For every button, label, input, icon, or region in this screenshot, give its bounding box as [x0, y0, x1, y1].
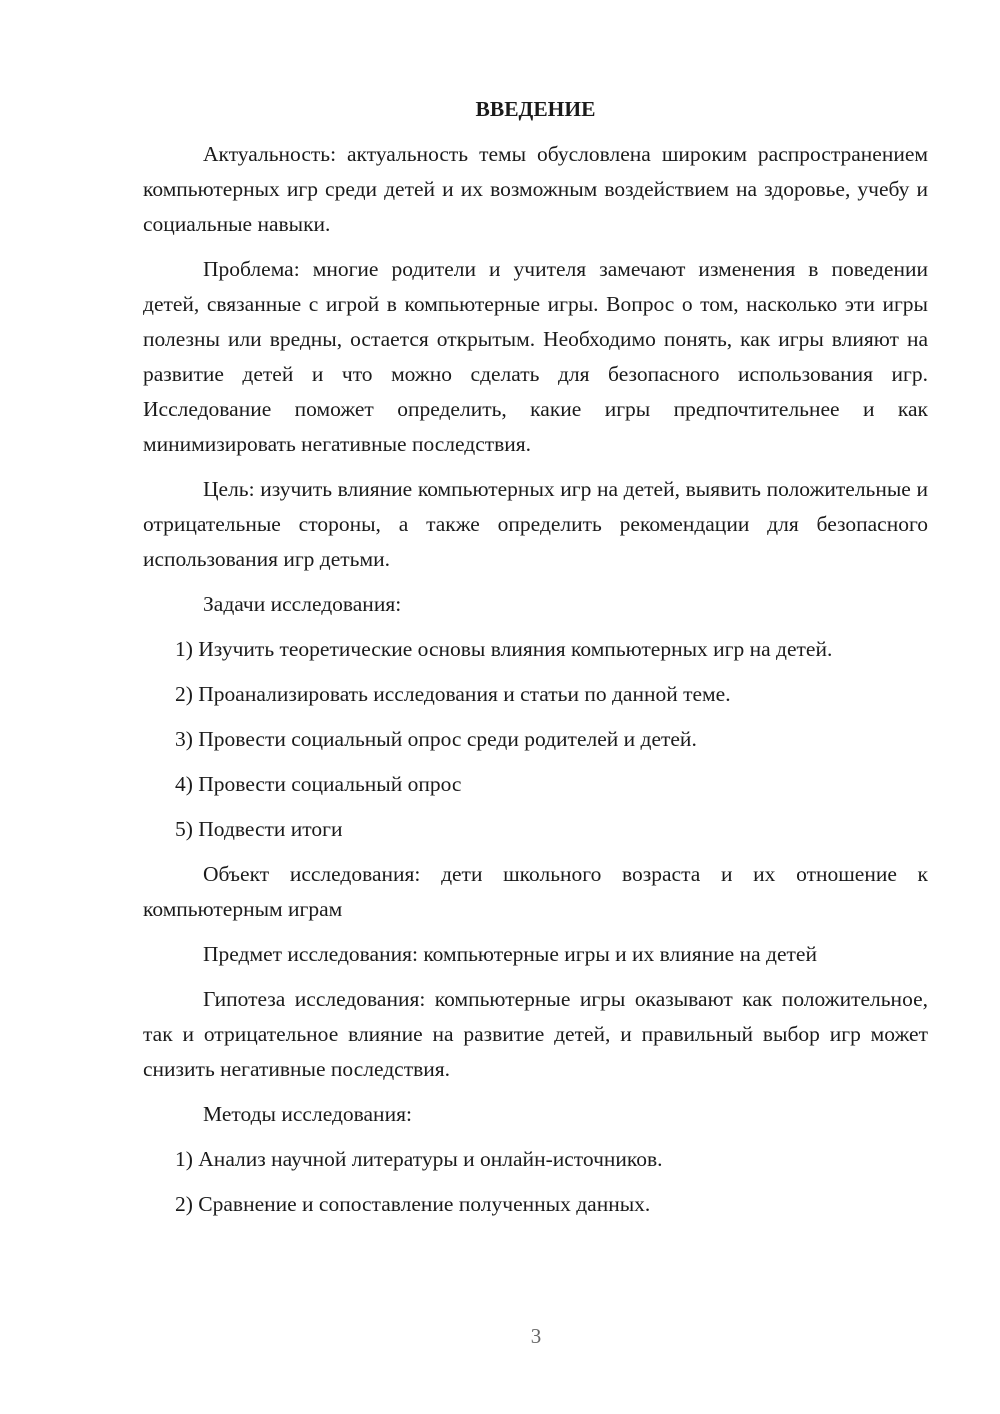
task-item: 3) Провести социальный опрос среди родителей и детей. — [175, 727, 697, 751]
document-title: ВВЕДЕНИЕ — [475, 97, 596, 121]
method-item: 2) Сравнение и сопоставление полученных данных. — [175, 1192, 651, 1216]
relevance-paragraph: Актуальность: актуальность темы обусловлена широким распространением компьютерных игр среди детей и их возможным воздействием на здоровье, учебу и социальные навыки. — [143, 142, 928, 236]
object-paragraph: Объект исследования: дети школьного возраста и их отношение к компьютерным играм — [143, 862, 928, 921]
page-number: 3 — [530, 1324, 542, 1348]
problem-paragraph: Проблема: многие родители и учителя замечают изменения в поведении детей, связанные с игрой в компьютерные игры. Вопрос о том, насколько эти игры полезны или вредны, остается открытым. Необходимо понять, как игры влияют на развитие детей и что можно сделать для безопасного использования игр. Исследование поможет определить, какие игры предпочтительнее и как минимизировать негативные последствия. — [143, 257, 928, 456]
tasks-heading: Задачи исследования: — [203, 592, 402, 616]
task-item: 4) Провести социальный опрос — [175, 772, 462, 796]
hypothesis-paragraph: Гипотеза исследования: компьютерные игры оказывают как положительное, так и отрицательное влияние на развитие детей, и правильный выбор игр может снизить негативные последствия. — [143, 987, 928, 1081]
subject-paragraph: Предмет исследования: компьютерные игры и их влияние на детей — [203, 942, 817, 966]
task-item: 2) Проанализировать исследования и статьи по данной теме. — [175, 682, 731, 706]
task-item: 5) Подвести итоги — [175, 817, 343, 841]
document-page — [143, 92, 928, 1232]
task-item: 1) Изучить теоретические основы влияния компьютерных игр на детей. — [175, 637, 833, 661]
goal-paragraph: Цель: изучить влияние компьютерных игр на детей, выявить положительные и отрицательные стороны, а также определить рекомендации для безопасного использования игр детьми. — [143, 477, 928, 571]
method-item: 1) Анализ научной литературы и онлайн-источников. — [175, 1147, 663, 1171]
methods-heading: Методы исследования: — [203, 1102, 412, 1126]
